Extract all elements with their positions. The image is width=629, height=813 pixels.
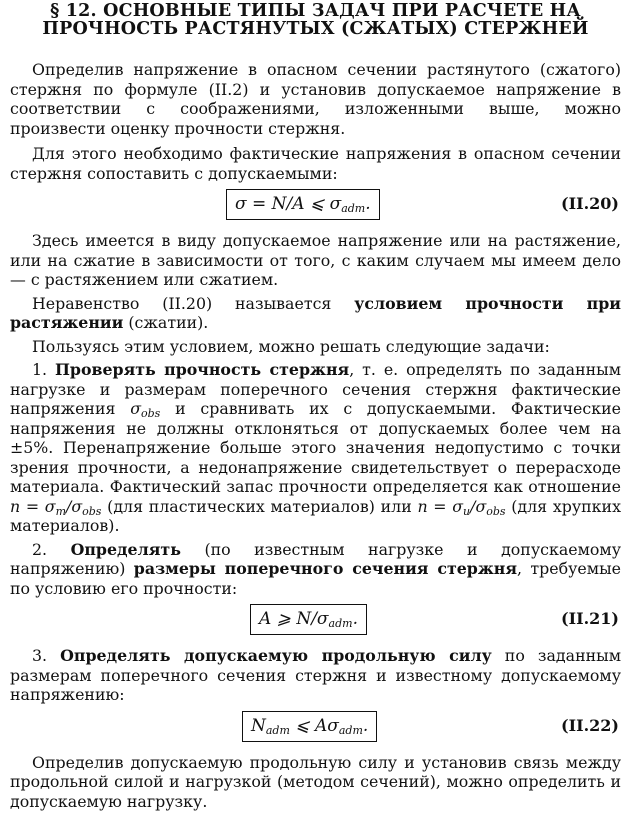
equation-sub-2: adm: [338, 723, 363, 737]
paragraph-4-a: Неравенство (II.20) называется: [32, 293, 355, 313]
equation-lhs: A ⩾ N/σ: [259, 609, 329, 629]
equation-ii-21: [10, 598, 621, 638]
item-text-1: по заданным размерам поперечного сечения стержня и известному допускаемому напряжению:: [10, 646, 621, 704]
item-title: Проверять прочность стержня: [55, 360, 350, 379]
item-text-2: , требуемые по условию его прочности:: [10, 559, 621, 598]
equation-lhs: N: [251, 715, 266, 736]
item-title: Определять: [70, 539, 181, 559]
paragraph-6: Определив допускаемую продольную силу и установив связь между продольной силой и нагрузкой (методом сечений), можно определить и допускаемую нагрузку.: [10, 752, 621, 811]
paragraph-2: Для этого необходимо фактические напряжения в опасном сечении стержня сопоставить с допускаемыми:: [10, 144, 621, 183]
formula-slash: /σ: [66, 496, 83, 516]
item-text-2: и сравнивать их с допускаемыми. Фактические напряжения не должны отклоняться от допускаемых более чем на ±5%. Перенапряжение больше этого значения недопустимо с точки зрения прочности, а недонапряжение свидетельствует о перерасходе материала. Фактический запас прочности определяется как отношение: [10, 399, 621, 496]
equation-number: (II.20): [561, 194, 619, 213]
paragraph-1: Определив напряжение в опасном сечении растянутого (сжатого) стержня по формуле (II.2) и установив допускаемое напряжение в соответствии с соображениями, изложенными выше, можно произвести оценку прочности стержня.: [10, 60, 621, 138]
paragraph-3: Здесь имеется в виду допускаемое напряжение или на растяжение, или на сжатие в зависимости от того, с каким случаем мы имеем дело — с растяжением или сжатием.: [10, 231, 621, 289]
paragraph-4-c: (сжатии).: [123, 313, 209, 332]
task-item-2: [10, 540, 621, 599]
equation-box: [250, 604, 367, 635]
item-text-1: , т. е. определять по заданным нагрузке и размерам поперечного сечения стержня фактические напряжения: [10, 360, 622, 418]
equation-box: [226, 189, 380, 220]
section-heading: [10, 2, 621, 38]
equation-number: (II.22): [561, 715, 619, 735]
task-item-3: [10, 646, 621, 705]
equation-ii-20: [10, 183, 621, 223]
formula-sub-obs-2: obs: [486, 504, 506, 518]
item-text-3: (для пластических материалов) или: [101, 496, 418, 516]
equation-lhs: σ = N/A ⩽ σ: [235, 194, 342, 214]
heading-line-1: § 12. ОСНОВНЫЕ ТИПЫ ЗАДАЧ ПРИ РАСЧЕТЕ НА: [50, 1, 581, 21]
equation-mid: ⩽ Aσ: [289, 715, 339, 736]
equation-sub: adm: [328, 617, 353, 630]
item-title: Определять допускаемую продольную силу: [60, 646, 492, 665]
item-text-4: (для хрупких материалов).: [10, 496, 621, 535]
formula-sub-t: т: [55, 504, 67, 518]
paragraph-4: [10, 294, 621, 333]
task-item-1: [10, 360, 621, 536]
item-text-1: (по известным нагрузке и допускаемому напряжению): [10, 539, 622, 578]
formula-n-brittle: n = σ: [417, 496, 464, 516]
item-number: 3.: [32, 646, 61, 665]
item-number: 2.: [32, 539, 71, 559]
equation-sub: adm: [341, 202, 366, 215]
equation-ii-22: [10, 705, 621, 745]
formula-sub-u: u: [463, 504, 471, 518]
sigma-symbol: σ: [130, 399, 142, 418]
equation-tail: .: [362, 715, 369, 736]
paragraph-5: Пользуясь этим условием, можно решать следующие задачи:: [32, 336, 550, 356]
formula-slash-2: /σ: [470, 496, 487, 516]
formula-n-plastic: n = σ: [10, 496, 56, 516]
heading-line-2: ПРОЧНОСТЬ РАСТЯНУТЫХ (СЖАТЫХ) СТЕРЖНЕЙ: [42, 19, 589, 39]
item-number: 1.: [32, 360, 55, 379]
page: [10, 0, 621, 811]
equation-tail: .: [352, 609, 358, 629]
formula-sub-obs: obs: [82, 504, 102, 518]
equation-tail: .: [365, 194, 371, 214]
sigma-sub: obs: [141, 407, 161, 420]
strength-condition-term: условием прочности при растяжении: [10, 293, 622, 332]
item-title-2: размеры поперечного сечения стержня: [133, 559, 518, 578]
equation-number: (II.21): [561, 609, 619, 628]
equation-sub-1: adm: [265, 723, 290, 737]
equation-box: [242, 711, 377, 742]
